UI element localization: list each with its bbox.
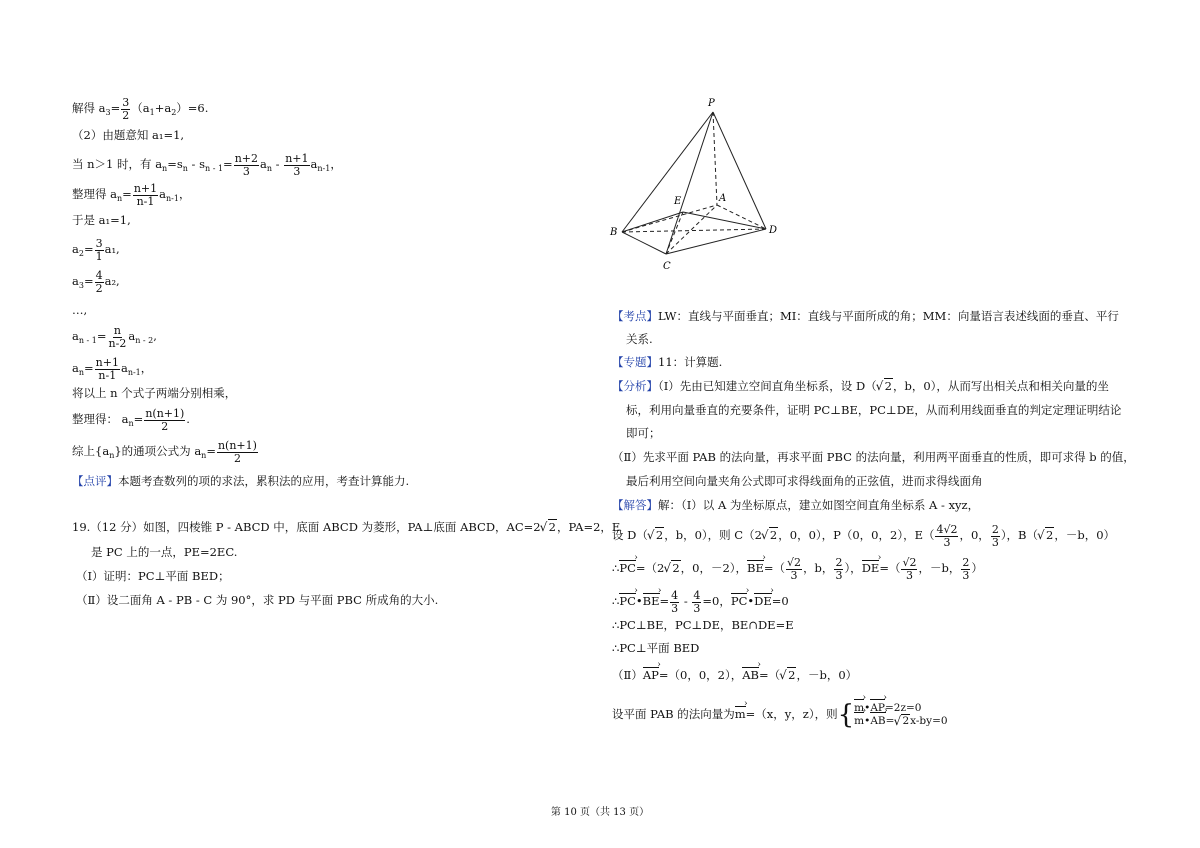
pyramid-figure <box>600 92 800 282</box>
page-footer: 第 10 页（共 13 页） <box>550 807 650 818</box>
left-line-6: $a_2=$ $\frac{3}{1}$ a₁, <box>72 237 120 263</box>
comment-line: 【点评】本题考查数列的项的求法，累积法的应用，考查计算能力. <box>72 474 410 488</box>
question-19-stem: 19.（12 分）如图，四棱锥 P - ABCD 中，底面 ABCD 为菱形，PA⊥底面 ABCD，AC=2√ 2，PA=2，E <box>72 522 620 534</box>
solution-part-2: （Ⅱ）AP ›=（0，0，2），AB ›=（√ 2，－b，0） <box>612 670 857 682</box>
solution-conclusion-1: ∴PC⊥平面 BED <box>612 641 700 655</box>
solution-perpendicular: ∴PC⊥BE，PC⊥DE，BE∩DE=E <box>612 618 794 632</box>
zhuanti-line: 【专题】11：计算题. <box>612 355 723 369</box>
left-line-3: 当 n＞1 时，有 $a_n=s_n - s_{n - 1}=$ $\frac{n+2}{3}$ $a_n$ - $\frac{n+1}{3}$ $a_{n-1}$， <box>72 152 342 178</box>
kaodian-tag: 【考点】 <box>612 309 658 323</box>
fenxi-line-5: 最后利用空间向量夹角公式即可求得线面角的正弦值，进而求得线面角 <box>626 474 983 488</box>
label-c: C <box>663 261 671 272</box>
left-line-13: 综上$\{a_n\}$的通项公式为 $a_n=$ $\frac{n(n+1)}{2}$ <box>72 439 257 465</box>
fenxi-line-2: 标，利用向量垂直的充要条件，证明 PC⊥BE，PC⊥DE，从而利用线面垂直的判定定理证明结论 <box>626 403 1122 417</box>
solution-normal-vector: 设平面 PAB 的法向量为m ›=（x，y，z），则{ m ›•AP ›=2z=0 m ›•AB ›=√ 2x-by=0 <box>612 702 948 728</box>
left-line-9: $a_{n - 1}=$ $\frac{n}{n-2}$ $a_{n - 2}$, <box>72 324 157 350</box>
zhuanti-tag: 【专题】 <box>612 355 658 369</box>
solution-coordinates: 设 D（√ 2，b，0），则 C（2√ 2，0，0），P（0，0，2），E（ $\frac{4√2}{3}$ ，0， $\frac{2}{3}$ ），B（√ 2，－b，0） <box>612 524 1115 548</box>
left-line-4: 整理得 $a_n=$ $\frac{n+1}{n-1}$ $a_{n-1}$， <box>72 182 191 208</box>
left-line-7: $a_3=$ $\frac{4}{2}$ a₂, <box>72 269 120 295</box>
left-line-12: 整理得： $a_n=$ $\frac{n(n+1)}{2}$ . <box>72 407 190 433</box>
label-e: E <box>674 196 682 207</box>
fenxi-tag: 【分析】 <box>612 379 658 393</box>
solution-vectors: ∴PC ›=（2√ 2，0，－2），BE ›=（ $\frac{√2}{3}$ ，b， $\frac{2}{3}$ ），DE ›=（ $\frac{√2}{3}$ ，－b， $\frac{2}{3}$ ） <box>612 557 983 581</box>
left-line-5: 于是 a₁=1, <box>72 213 131 227</box>
jieda-tag: 【解答】 <box>612 498 658 512</box>
fenxi-line-3: 即可； <box>626 426 661 440</box>
kaodian-line-2: 关系. <box>626 332 653 346</box>
label-a: A <box>719 193 727 204</box>
label-b: B <box>610 227 618 238</box>
label-p: P <box>708 98 715 109</box>
kaodian-line: 【考点】LW：直线与平面垂直；MI：直线与平面所成的角；MM：向量语言表述线面的垂直、平行 <box>612 309 1119 323</box>
fenxi-line-4: （Ⅱ）先求平面 PAB 的法向量，再求平面 PBC 的法向量，利用两平面垂直的性质，即可求得 b 的值， <box>612 450 1135 464</box>
comment-tag: 【点评】 <box>72 474 118 488</box>
left-line-11: 将以上 n 个式子两端分别相乘， <box>72 386 237 400</box>
left-line-2: （2）由题意知 a₁=1, <box>72 128 185 142</box>
question-19-stem-2: 是 PC 上的一点，PE=2EC. <box>91 545 238 559</box>
solution-dot-products: ∴PC ›•BE ›= $\frac{4}{3}$ - $\frac{4}{3}$ =0，PC ›•DE ›=0 <box>612 590 789 614</box>
question-19-part-1: （Ⅰ）证明：PC⊥平面 BED； <box>76 569 230 583</box>
fenxi-line: 【分析】（Ⅰ）先由已知建立空间直角坐标系，设 D（√ 2，b，0），从而写出相关点和相关向量的坐 <box>612 381 1109 393</box>
left-line-10: $a_n=$ $\frac{n+1}{n-1}$ $a_{n-1}$， <box>72 356 153 382</box>
left-line-1: 解得 $a_3=$ $\frac{3}{2}$ $(a_1+a_2)=6$. <box>72 96 209 122</box>
left-line-8: …, <box>72 303 88 317</box>
question-19-part-2: （Ⅱ）设二面角 A - PB - C 为 90°，求 PD 与平面 PBC 所成角的大小. <box>76 593 439 607</box>
label-d: D <box>769 225 778 236</box>
jieda-line: 【解答】解：（Ⅰ）以 A 为坐标原点，建立如图空间直角坐标系 A - xyz， <box>612 498 980 512</box>
